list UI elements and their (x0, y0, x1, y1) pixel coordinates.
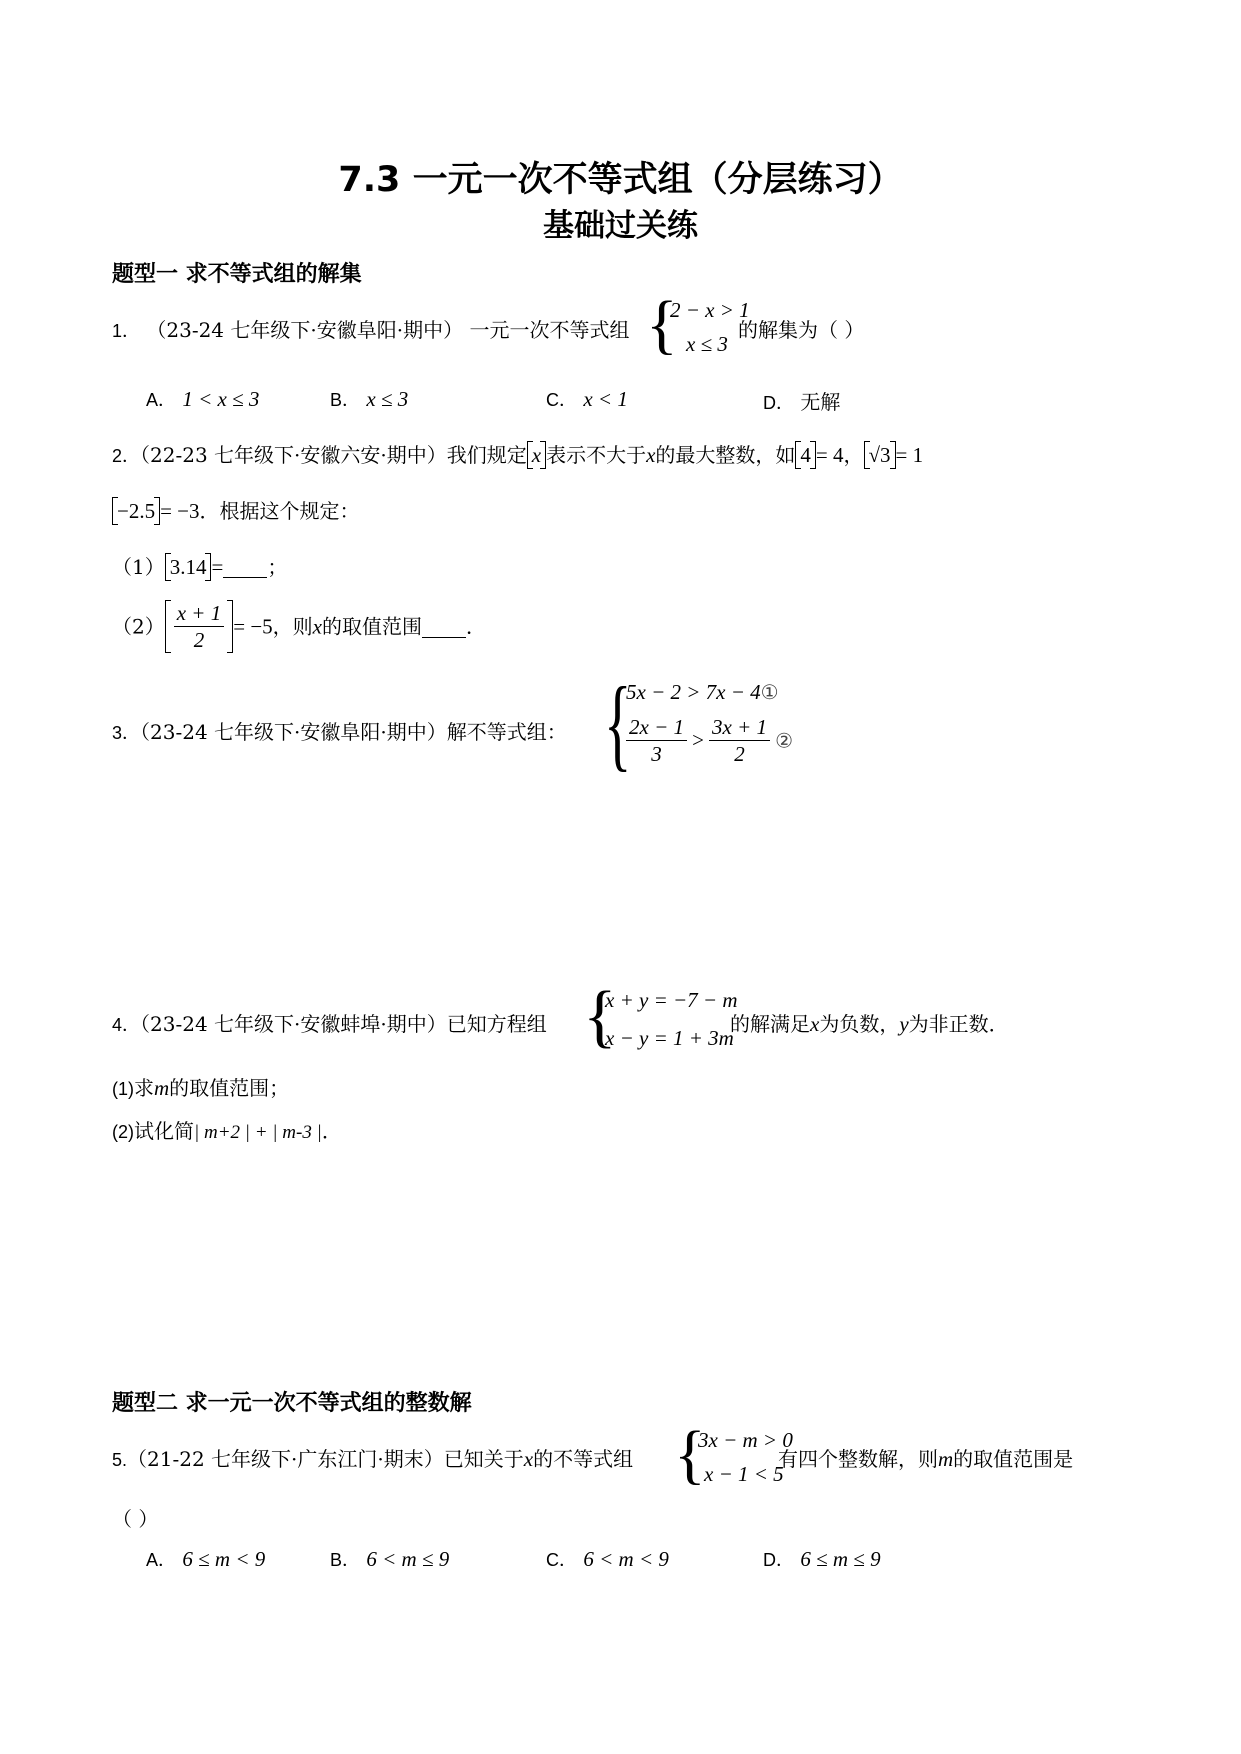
answer-blank[interactable] (422, 615, 466, 638)
section-heading-2: 题型二 求一元一次不等式组的整数解 (112, 1391, 472, 1416)
question-number: 2． (112, 446, 141, 466)
question-number: 5. (112, 1450, 128, 1470)
floor-bracket: √3 (864, 441, 896, 469)
floor-bracket: −2.5 (112, 497, 160, 525)
question-text: 已知关于 (443, 1447, 524, 1471)
system-row-2: x − 1 < 5 (704, 1462, 784, 1486)
left-brace: { (674, 1418, 706, 1491)
question-tail: 的解集为（ ） (738, 318, 865, 342)
question-4 (112, 1010, 547, 1039)
question-4-tail: 的解满足x为负数，y为非正数． (730, 1012, 1009, 1036)
question-4-part-1: (1)求m的取值范围； (112, 1076, 290, 1100)
left-brace: { (604, 666, 632, 781)
question-4-part-2: (2)试化简| m+2 | + | m-3 |． (112, 1119, 342, 1143)
question-number: 3． (112, 723, 141, 743)
system-row-1: 3x − m > 0 (698, 1428, 793, 1452)
question-number: 1． (112, 321, 141, 341)
question-2-line-2: −2.5 = −3．根据这个规定： (112, 497, 360, 525)
floor-bracket: 3.14 (165, 553, 212, 581)
question-source: （21-22 七年级下·广东江门·期末） (127, 1447, 444, 1471)
question-text: 解不等式组： (446, 720, 567, 744)
system-row-1: x + y = −7 − m (605, 988, 738, 1012)
question-5: 5.（21-22 七年级下·广东江门·期末）已知关于x的不等式组 (112, 1447, 634, 1471)
fraction: $\frac{2x - 1}{3}$ (626, 714, 687, 767)
left-brace: { (646, 288, 678, 361)
left-brace: { (583, 978, 617, 1055)
question-2-part-1: （1） 3.14 = ； (112, 555, 288, 579)
system-row-1: 2 − x > 1 (670, 298, 750, 322)
question-source: （23-24 七年级下·安徽蚌埠·期中） (140, 1012, 447, 1036)
question-source: （22-23 七年级下·安徽六安·期中） (140, 443, 447, 467)
system-row-2: x − y = 1 + 3m (605, 1026, 734, 1050)
question-text: 我们规定 (446, 443, 527, 467)
option-a[interactable]: A． 1 < x ≤ 3 (146, 387, 260, 411)
system-row-2: x ≤ 3 (686, 332, 728, 356)
question-5-paren: （ ） (112, 1507, 159, 1531)
inequality-system-3 (604, 666, 794, 781)
fraction: $\frac{3x + 1}{2}$ (709, 714, 770, 767)
question-3 (112, 718, 567, 747)
page-title: 7.3 一元一次不等式组（分层练习） (338, 160, 903, 200)
option-b[interactable]: B． 6 < m ≤ 9 (330, 1547, 450, 1571)
option-d[interactable]: D． 6 ≤ m ≤ 9 (763, 1547, 881, 1571)
system-row-1: 5x − 2 > 7x − 4① (626, 680, 779, 704)
option-a[interactable]: A． 6 ≤ m < 9 (146, 1547, 266, 1571)
option-b[interactable]: B． x ≤ 3 (330, 387, 409, 411)
question-1 (112, 316, 629, 345)
option-c[interactable]: C． x < 1 (546, 387, 628, 411)
question-2-part-2: （2） $\frac{x + 1}{2}$ = −5，则x的取值范围 ． (112, 601, 486, 652)
question-source: （23-24 七年级下·安徽阜阳·期中） (140, 720, 447, 744)
section-heading-1: 题型一 求不等式组的解集 (112, 262, 362, 287)
question-number: 4． (112, 1015, 141, 1035)
question-source: （23-24 七年级下·安徽阜阳·期中） (146, 318, 464, 342)
question-text: 一元一次不等式组 (469, 318, 630, 342)
question-5-tail: 有四个整数解，则m的取值范围是 (778, 1447, 1074, 1471)
floor-bracket: x (527, 441, 546, 469)
option-c[interactable]: C． 6 < m < 9 (546, 1547, 669, 1571)
answer-blank[interactable] (223, 555, 267, 578)
fraction: $\frac{x + 1}{2}$ (174, 600, 225, 653)
option-d[interactable]: D． 无解 (763, 390, 841, 414)
floor-bracket: 4 (795, 441, 816, 469)
page-subtitle: 基础过关练 (543, 208, 698, 244)
system-row-2: $\frac{2x - 1}{3}$ > $\frac{3x + 1}{2}$ ② (626, 714, 793, 767)
floor-bracket (165, 600, 234, 653)
question-2: 2．（22-23 七年级下·安徽六安·期中）我们规定 x 表示不大于x的最大整数，如 4 = 4， √3 = 1 (112, 443, 924, 467)
question-text: 已知方程组 (446, 1012, 547, 1036)
